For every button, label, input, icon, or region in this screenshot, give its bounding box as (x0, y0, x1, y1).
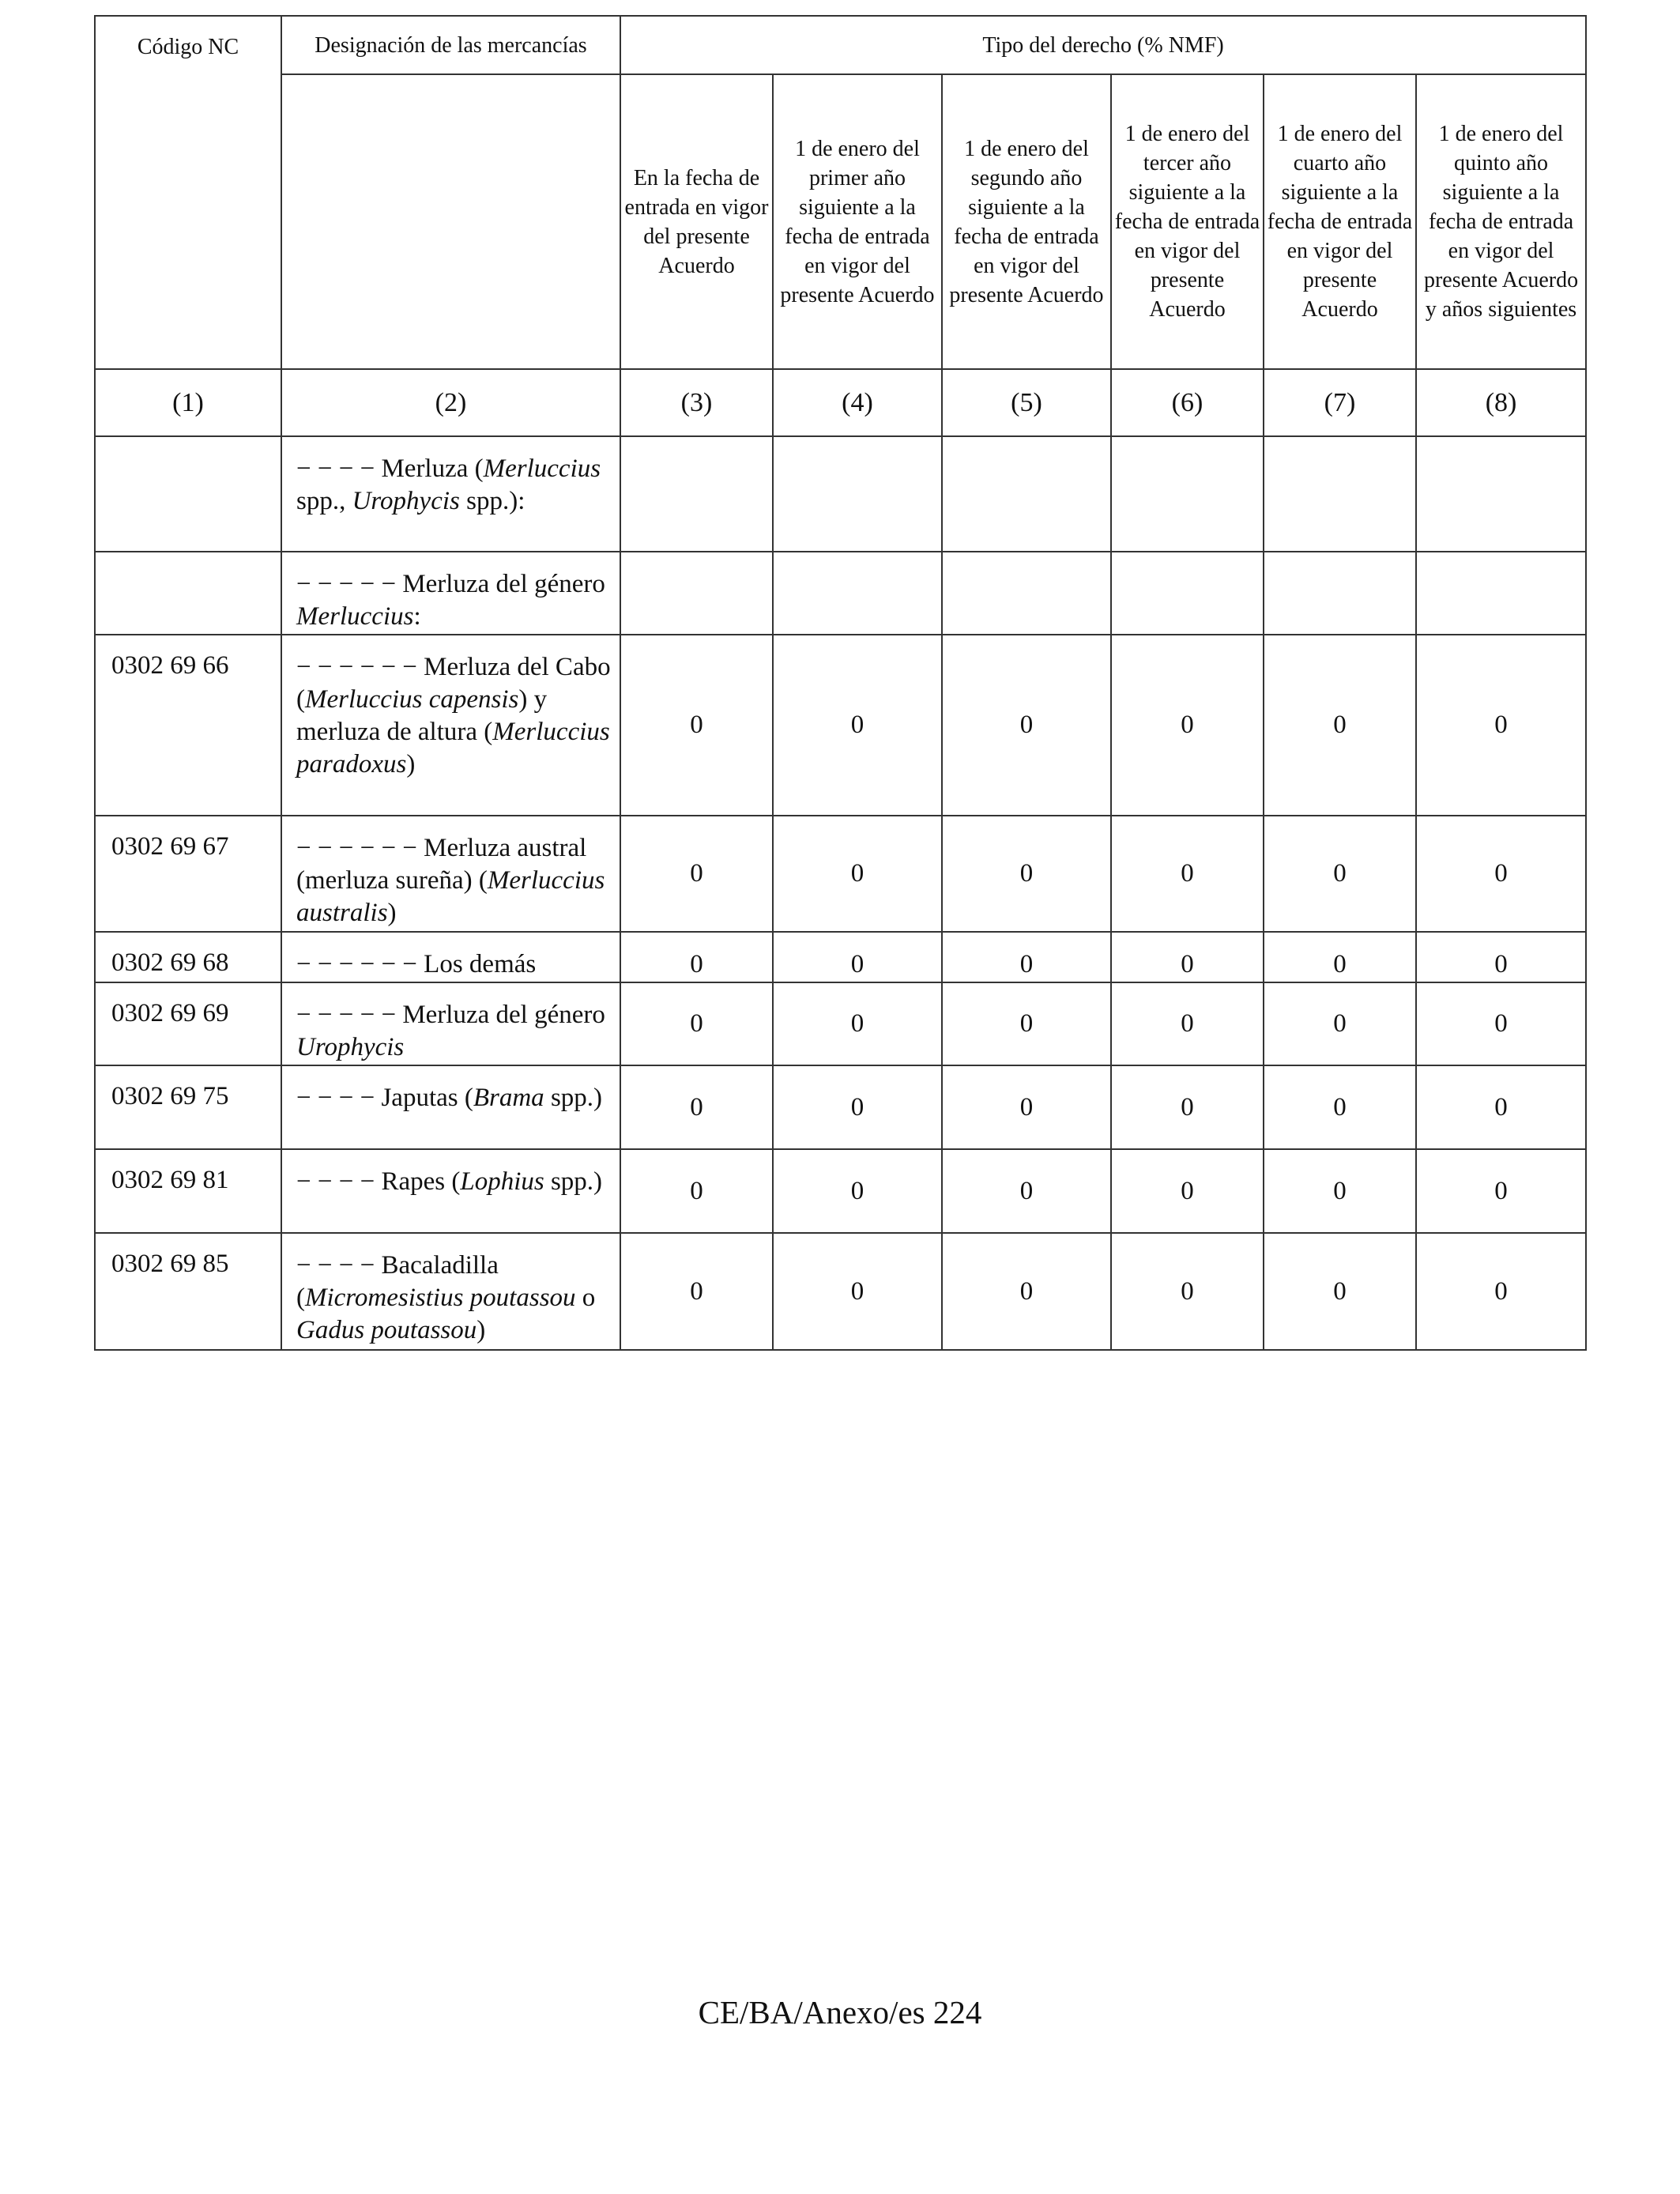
table-row (95, 1233, 1586, 1350)
duty-value: 0 (1111, 1065, 1264, 1149)
duty-value: 0 (1264, 932, 1416, 982)
header-stage-6: 1 de enero del quinto año siguiente a la fecha de entrada en vigor del presente Acuerdo y años siguientes (1416, 74, 1586, 369)
duty-value: 0 (1416, 982, 1586, 1065)
duty-value (620, 436, 773, 552)
duty-value: 0 (773, 635, 942, 816)
duty-value (773, 552, 942, 635)
page-footer: CE/BA/Anexo/es 224 (698, 1994, 982, 2030)
duty-value: 0 (1111, 1149, 1264, 1233)
duty-value: 0 (620, 982, 773, 1065)
header-duty-type: Tipo del derecho (% NMF) (620, 16, 1586, 74)
cn-code: 0302 69 68 (95, 932, 281, 982)
column-number: (7) (1264, 369, 1416, 436)
column-number: (3) (620, 369, 773, 436)
goods-description: − − − − Rapes (Lophius spp.) (281, 1149, 620, 1233)
table-row (95, 1065, 1586, 1149)
duty-value: 0 (1416, 1233, 1586, 1350)
header-stage-4: 1 de enero del tercer año siguiente a la fecha de entrada en vigor del presente Acuerdo (1111, 74, 1264, 369)
duty-value: 0 (1264, 1149, 1416, 1233)
duty-value: 0 (1264, 635, 1416, 816)
duty-value: 0 (1416, 1149, 1586, 1233)
goods-description: − − − − Merluza (Merluccius spp., Urophycis spp.): (281, 436, 620, 552)
indent-dashes: − − − − − − (296, 834, 417, 862)
goods-description: − − − − − Merluza del género Urophycis (281, 982, 620, 1065)
duty-value (1416, 552, 1586, 635)
cn-code: 0302 69 85 (95, 1233, 281, 1350)
header-designation-blank (281, 74, 620, 369)
indent-dashes: − − − − (296, 454, 375, 483)
column-number: (6) (1111, 369, 1264, 436)
duty-value: 0 (620, 932, 773, 982)
cn-code: 0302 69 75 (95, 1065, 281, 1149)
header-stage-3: 1 de enero del segundo año siguiente a la fecha de entrada en vigor del presente Acuerdo (942, 74, 1111, 369)
duty-value: 0 (620, 816, 773, 932)
indent-dashes: − − − − (296, 1251, 375, 1280)
duty-value: 0 (1111, 635, 1264, 816)
duty-value: 0 (1264, 1233, 1416, 1350)
column-number: (1) (95, 369, 281, 436)
duty-value: 0 (1111, 982, 1264, 1065)
header-code: Código NC (95, 16, 281, 369)
table-row (95, 932, 1586, 982)
duty-value: 0 (942, 1149, 1111, 1233)
duty-value: 0 (1111, 1233, 1264, 1350)
duty-value (1416, 436, 1586, 552)
indent-dashes: − − − − − − (296, 950, 417, 978)
duty-value: 0 (1416, 932, 1586, 982)
goods-description: − − − − − − Merluza austral (merluza sureña) (Merluccius australis) (281, 816, 620, 932)
duty-value: 0 (773, 982, 942, 1065)
duty-value (1111, 436, 1264, 552)
indent-dashes: − − − − − (296, 1001, 397, 1029)
indent-dashes: − − − − (296, 1084, 375, 1112)
duty-value: 0 (773, 1065, 942, 1149)
duty-value: 0 (942, 1233, 1111, 1350)
cn-code: 0302 69 81 (95, 1149, 281, 1233)
duty-value: 0 (1416, 816, 1586, 932)
column-number: (4) (773, 369, 942, 436)
cn-code: 0302 69 66 (95, 635, 281, 816)
table-row (95, 1149, 1586, 1233)
table-row (95, 816, 1586, 932)
duty-value: 0 (773, 816, 942, 932)
duty-value: 0 (1416, 635, 1586, 816)
table-row (95, 635, 1586, 816)
duty-value (773, 436, 942, 552)
duty-value: 0 (620, 1149, 773, 1233)
header-stage-1: En la fecha de entrada en vigor del presente Acuerdo (620, 74, 773, 369)
column-number: (8) (1416, 369, 1586, 436)
cn-code: 0302 69 69 (95, 982, 281, 1065)
duty-value: 0 (773, 932, 942, 982)
indent-dashes: − − − − (296, 1167, 375, 1196)
duty-value: 0 (942, 932, 1111, 982)
duty-value: 0 (942, 635, 1111, 816)
duty-value: 0 (1264, 982, 1416, 1065)
indent-dashes: − − − − − − (296, 653, 417, 681)
duty-value (620, 552, 773, 635)
tariff-table (94, 15, 1587, 1351)
duty-value: 0 (942, 1065, 1111, 1149)
duty-value: 0 (1264, 816, 1416, 932)
cn-code (95, 552, 281, 635)
table-row (95, 982, 1586, 1065)
duty-value: 0 (1111, 932, 1264, 982)
goods-description: − − − − − − Merluza del Cabo (Merluccius capensis) y merluza de altura (Merluccius paradoxus) (281, 635, 620, 816)
duty-value: 0 (1111, 816, 1264, 932)
duty-value: 0 (773, 1149, 942, 1233)
duty-value: 0 (1264, 1065, 1416, 1149)
cn-code: 0302 69 67 (95, 816, 281, 932)
goods-description: − − − − − − Los demás (281, 932, 620, 982)
duty-value: 0 (1416, 1065, 1586, 1149)
goods-description: − − − − Japutas (Brama spp.) (281, 1065, 620, 1149)
duty-value: 0 (620, 1065, 773, 1149)
goods-description: − − − − − Merluza del género Merluccius: (281, 552, 620, 635)
duty-value: 0 (620, 1233, 773, 1350)
duty-value: 0 (942, 982, 1111, 1065)
goods-description: − − − − Bacaladilla (Micromesistius poutassou o Gadus poutassou) (281, 1233, 620, 1350)
duty-value (1264, 552, 1416, 635)
table-row (95, 552, 1586, 635)
column-number: (5) (942, 369, 1111, 436)
duty-value (1264, 436, 1416, 552)
duty-value: 0 (620, 635, 773, 816)
column-number: (2) (281, 369, 620, 436)
cn-code (95, 436, 281, 552)
duty-value: 0 (773, 1233, 942, 1350)
header-designation: Designación de las mercancías (281, 16, 620, 74)
header-stage-5: 1 de enero del cuarto año siguiente a la fecha de entrada en vigor del presente Acuerdo (1264, 74, 1416, 369)
header-stage-2: 1 de enero del primer año siguiente a la fecha de entrada en vigor del presente Acuerdo (773, 74, 942, 369)
duty-value: 0 (942, 816, 1111, 932)
duty-value (942, 436, 1111, 552)
duty-value (942, 552, 1111, 635)
duty-value (1111, 552, 1264, 635)
table-row (95, 436, 1586, 552)
indent-dashes: − − − − − (296, 570, 397, 598)
